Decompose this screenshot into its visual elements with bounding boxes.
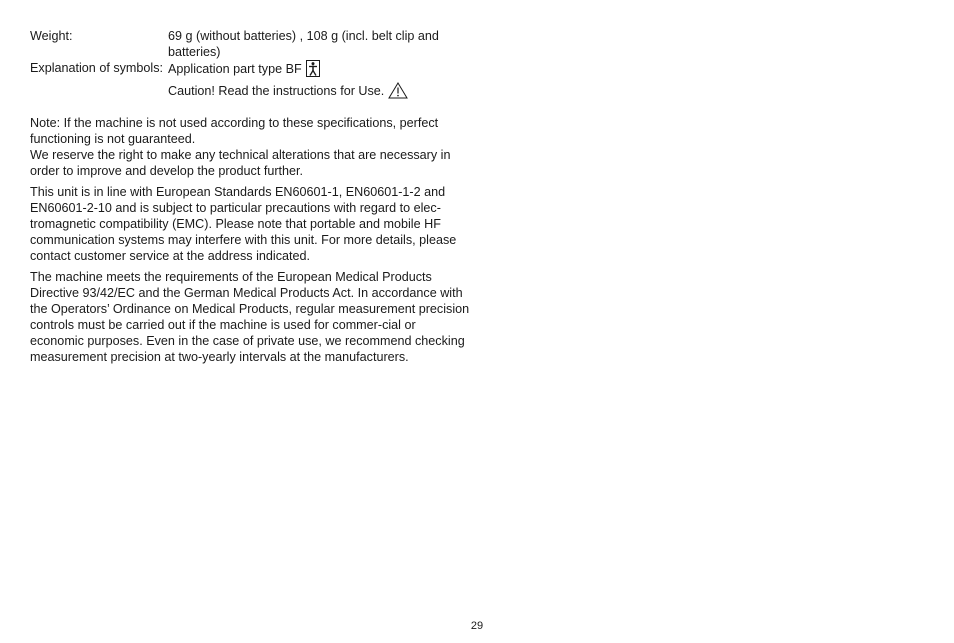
note-standards: This unit is in line with European Standards EN60601-1, EN60601-1-2 and EN60601-2-10 and is subject to particular precautions with regard to elec-tromagnetic compatibility (EMC). Please note that portable and mobile HF communication systems may interfere with this unit. For more details, please contact customer service at the address indicated. bbox=[30, 185, 457, 263]
weight-label: Weight: bbox=[30, 29, 73, 43]
symbols-label: Explanation of symbols: bbox=[30, 61, 164, 75]
symbols-list bbox=[168, 60, 480, 99]
body-floating-icon bbox=[306, 60, 320, 77]
symbol-caution-text: Caution! Read the instructions for Use. bbox=[168, 83, 385, 98]
notes-section bbox=[30, 115, 480, 365]
symbol-caution-line bbox=[168, 82, 480, 99]
page-number: 29 bbox=[470, 620, 484, 632]
symbols-row bbox=[30, 60, 480, 99]
symbol-bf-text: Application part type BF bbox=[168, 61, 302, 76]
symbol-bf-line bbox=[168, 60, 480, 77]
warning-triangle-icon bbox=[388, 82, 408, 99]
weight-row bbox=[30, 28, 480, 60]
weight-value: 69 g (without batteries) , 108 g (incl. belt clip and batteries) bbox=[168, 29, 439, 59]
note-alterations: We reserve the right to make any technical alterations that are necessary in order to improve and develop the product further. bbox=[30, 148, 451, 178]
note-specifications: Note: If the machine is not used according to these specifications, perfect functioning is not guaranteed. bbox=[30, 116, 439, 146]
manual-page-content bbox=[30, 28, 480, 365]
note-directive: The machine meets the requirements of the European Medical Products Directive 93/42/EC and the German Medical Products Act. In accordance with the Operators’ Ordinance on Medical Products, regular measurement precision controls must be carried out if the machine is used for commer-cial or economic purposes. Even in the case of private use, we recommend checking measurement precision at two-yearly intervals at the manufacturers. bbox=[30, 270, 470, 364]
